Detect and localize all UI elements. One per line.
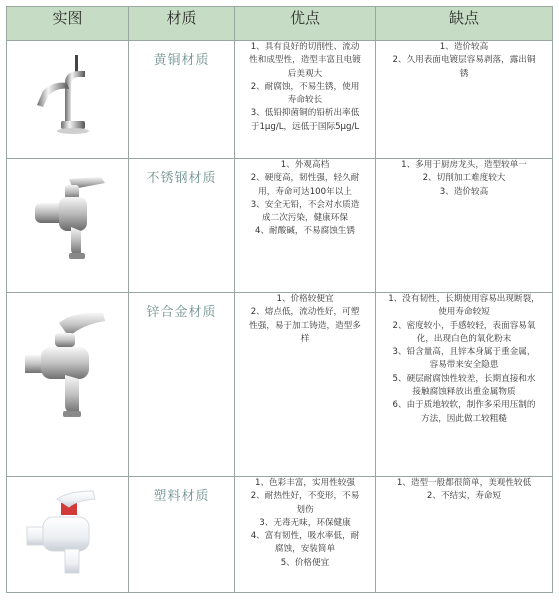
material-name: 黄铜材质: [153, 53, 210, 68]
cons-cell: [376, 159, 553, 293]
pros-line: 成二次污染，健康环保: [262, 213, 348, 224]
cons-line: 1、没有韧性，长期使用容易出现断裂，: [388, 294, 540, 304]
cons-line: 接触腐蚀释放出重金属物质: [412, 387, 516, 398]
cons-line: 1、造型一般都很简单，美观性较低: [396, 478, 532, 488]
table-row: [7, 159, 553, 293]
pros-line: 2、耐热性好，不变形，不易: [250, 491, 360, 502]
pros-line: 2、熔点低，流动性好，可塑: [250, 307, 360, 318]
material-name: 不锈钢材质: [146, 171, 217, 186]
zinc-alloy-faucet-image: [7, 293, 129, 477]
pros-line: 1、外观高档: [280, 160, 330, 170]
pros-line: 1、价格较便宜: [276, 294, 334, 304]
pros-line: 后美观大: [287, 68, 323, 79]
pros-cell: [235, 477, 376, 593]
cons-line: 1、多用于厨房龙头，造型较单一: [401, 160, 527, 170]
header-image: 实图: [7, 7, 129, 41]
pros-line: 2、耐腐蚀，不易生锈，使用: [250, 81, 360, 92]
cons-line: 容易带来安全隐患: [429, 360, 499, 371]
header-cons: 缺点: [376, 7, 553, 41]
pros-line: 5、价格便宜: [280, 557, 330, 568]
cons-line: 2、久用表面电镀层容易剥落，露出铜: [392, 55, 536, 66]
cons-cell: [376, 41, 553, 159]
cons-line: 5、硬层耐腐蚀性较差，长期直接和水: [392, 373, 536, 384]
table-row: [7, 41, 553, 159]
table-row: [7, 293, 553, 477]
cons-line: 化，出现白色的氧化粉末: [416, 333, 512, 344]
pros-line: 于1μg/L，远低于国际5μg/L: [250, 121, 360, 132]
faucet-material-table: [6, 6, 553, 593]
pros-cell: [235, 41, 376, 159]
cons-line: 6、由于质地较软，制作多采用压制的: [392, 400, 536, 411]
pros-line: 腐蚀，安装简单: [274, 544, 336, 555]
cons-line: 锈: [459, 68, 469, 79]
zinc-alloy-faucet-icon: [13, 293, 123, 433]
pros-cell: [235, 293, 376, 477]
pros-line: 划伤: [296, 504, 314, 515]
stainless-faucet-image: [7, 159, 129, 293]
pros-line: 1、色彩丰富，实用性较强: [255, 478, 355, 488]
pros-line: 样: [300, 333, 310, 344]
cons-cell: [376, 293, 553, 477]
material-cell: [129, 477, 235, 593]
material-name: 锌合金材质: [146, 305, 217, 320]
material-name: 塑料材质: [153, 489, 210, 504]
pros-line: 性强，易于加工铸造，造型多: [249, 320, 361, 331]
material-cell: [129, 41, 235, 159]
pros-cell: [235, 159, 376, 293]
table-row: [7, 477, 553, 593]
pros-line: 3、安全无铅，不会对水质造: [250, 199, 360, 210]
pros-line: 寿命较长: [287, 95, 323, 106]
pros-line: 性和成型性，造型丰富且电镀: [249, 55, 361, 66]
pros-line: 1、具有良好的切削性、流动: [250, 42, 360, 52]
plastic-faucet-image: [7, 477, 129, 593]
cons-line: 3、造价较高: [439, 186, 489, 197]
header-pros: 优点: [235, 7, 376, 41]
brass-faucet-image: [7, 41, 129, 159]
stainless-faucet-icon: [13, 159, 123, 269]
pros-line: 2、硬度高，韧性强，轻久耐: [250, 173, 360, 184]
cons-line: 使用寿命较短: [438, 307, 490, 318]
header-row: [7, 7, 553, 41]
plastic-faucet-icon: [13, 477, 123, 585]
material-cell: [129, 159, 235, 293]
cons-line: 2、切削加工难度较大: [422, 173, 506, 184]
cons-cell: [376, 477, 553, 593]
cons-line: 2、不结实，寿命短: [426, 491, 502, 502]
pros-line: 3、低铅抑菌铜的铅析出率低: [250, 108, 360, 119]
pros-line: 4、耐酸碱，不易腐蚀生锈: [255, 226, 355, 237]
brass-faucet-icon: [13, 41, 123, 141]
cons-line: 3、铅含量高，且锌本身属于重金属，: [392, 347, 536, 358]
cons-line: 方法，因此做工较粗糙: [421, 413, 507, 424]
cons-line: 1、造价较高: [439, 42, 489, 52]
header-material: 材质: [129, 7, 235, 41]
cons-line: 2、密度较小，手感较轻，表面容易氧: [392, 320, 536, 331]
pros-line: 4、富有韧性，吸水率低，耐: [250, 531, 360, 542]
pros-line: 3、无毒无味，环保健康: [259, 517, 351, 528]
material-cell: [129, 293, 235, 477]
pros-line: 用，寿命可达100年以上: [258, 186, 352, 197]
